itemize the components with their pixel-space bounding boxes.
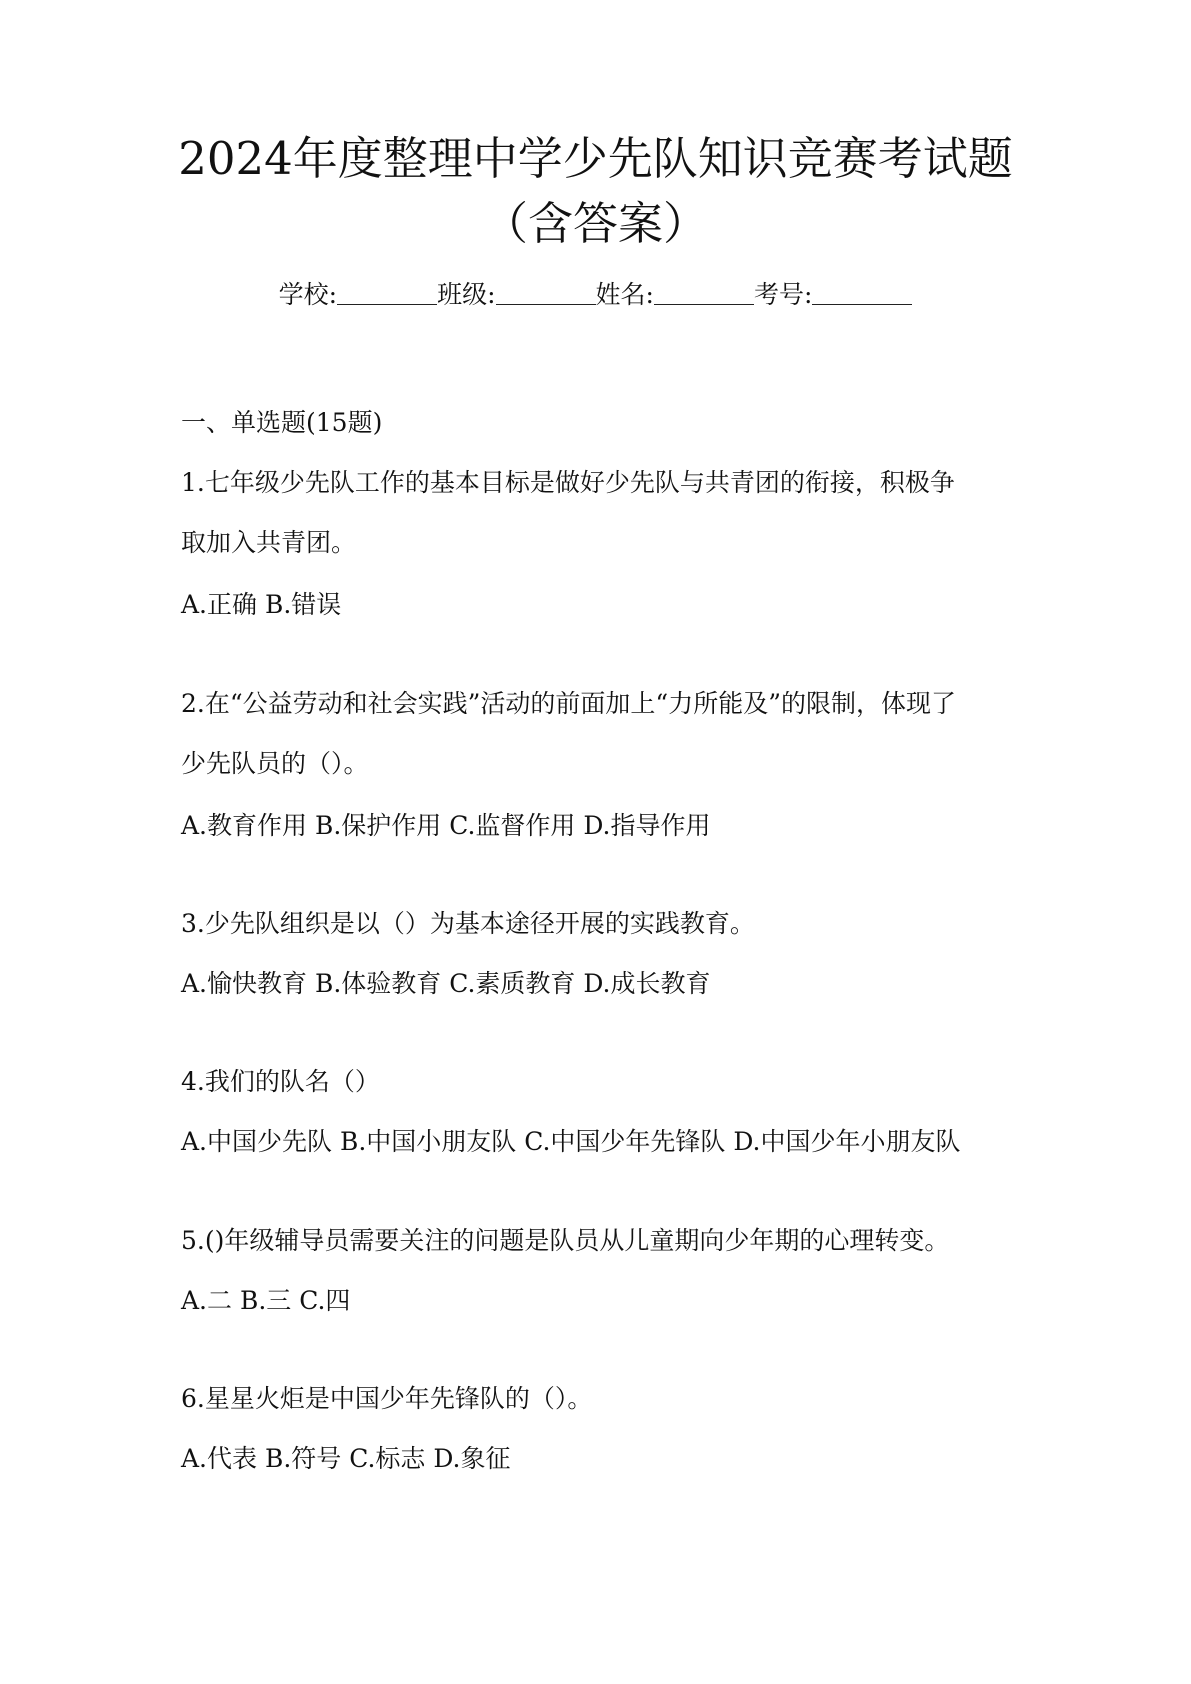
- question-1-options: A.正确 B.错误: [181, 590, 342, 619]
- class-blank: [496, 280, 596, 305]
- question-5-stem: 5.()年级辅导员需要关注的问题是队员从儿童期向少年期的心理转变。: [181, 1226, 950, 1255]
- student-info-line: [0, 279, 1191, 311]
- question-3-stem: 3.少先队组织是以（）为基本途径开展的实践教育。: [181, 909, 755, 938]
- name-label: 姓名:: [595, 280, 654, 309]
- exam-title-line1: 2024年度整理中学少先队知识竞赛考试题: [178, 132, 1013, 185]
- question-6-stem: 6.星星火炬是中国少年先锋队的（）。: [181, 1384, 593, 1413]
- school-label: 学校:: [278, 280, 338, 309]
- question-2-options: A.教育作用 B.保护作用 C.监督作用 D.指导作用: [181, 811, 711, 840]
- question-1-stem-line2: 取加入共青团。: [181, 528, 357, 557]
- question-6-options: A.代表 B.符号 C.标志 D.象征: [181, 1444, 511, 1473]
- question-2-stem-line2: 少先队员的（）。: [181, 749, 369, 778]
- section-heading: 一、单选题(15题): [181, 408, 383, 437]
- name-blank: [654, 280, 754, 305]
- number-blank: [812, 280, 912, 305]
- exam-title-line2: （含答案）: [482, 197, 708, 250]
- question-2-stem-line1: 2.在“公益劳动和社会实践”活动的前面加上“力所能及”的限制，体现了: [181, 689, 956, 718]
- class-label: 班级:: [437, 280, 496, 309]
- question-1-stem-line1: 1.七年级少先队工作的基本目标是做好少先队与共青团的衔接，积极争: [181, 468, 955, 497]
- question-3-options: A.愉快教育 B.体验教育 C.素质教育 D.成长教育: [181, 969, 711, 998]
- question-5-options: A.二 B.三 C.四: [181, 1286, 351, 1315]
- question-4-stem: 4.我们的队名（）: [181, 1067, 380, 1096]
- school-blank: [337, 280, 437, 305]
- number-label: 考号:: [753, 280, 813, 309]
- question-4-options: A.中国少先队 B.中国小朋友队 C.中国少年先锋队 D.中国少年小朋友队: [181, 1127, 961, 1156]
